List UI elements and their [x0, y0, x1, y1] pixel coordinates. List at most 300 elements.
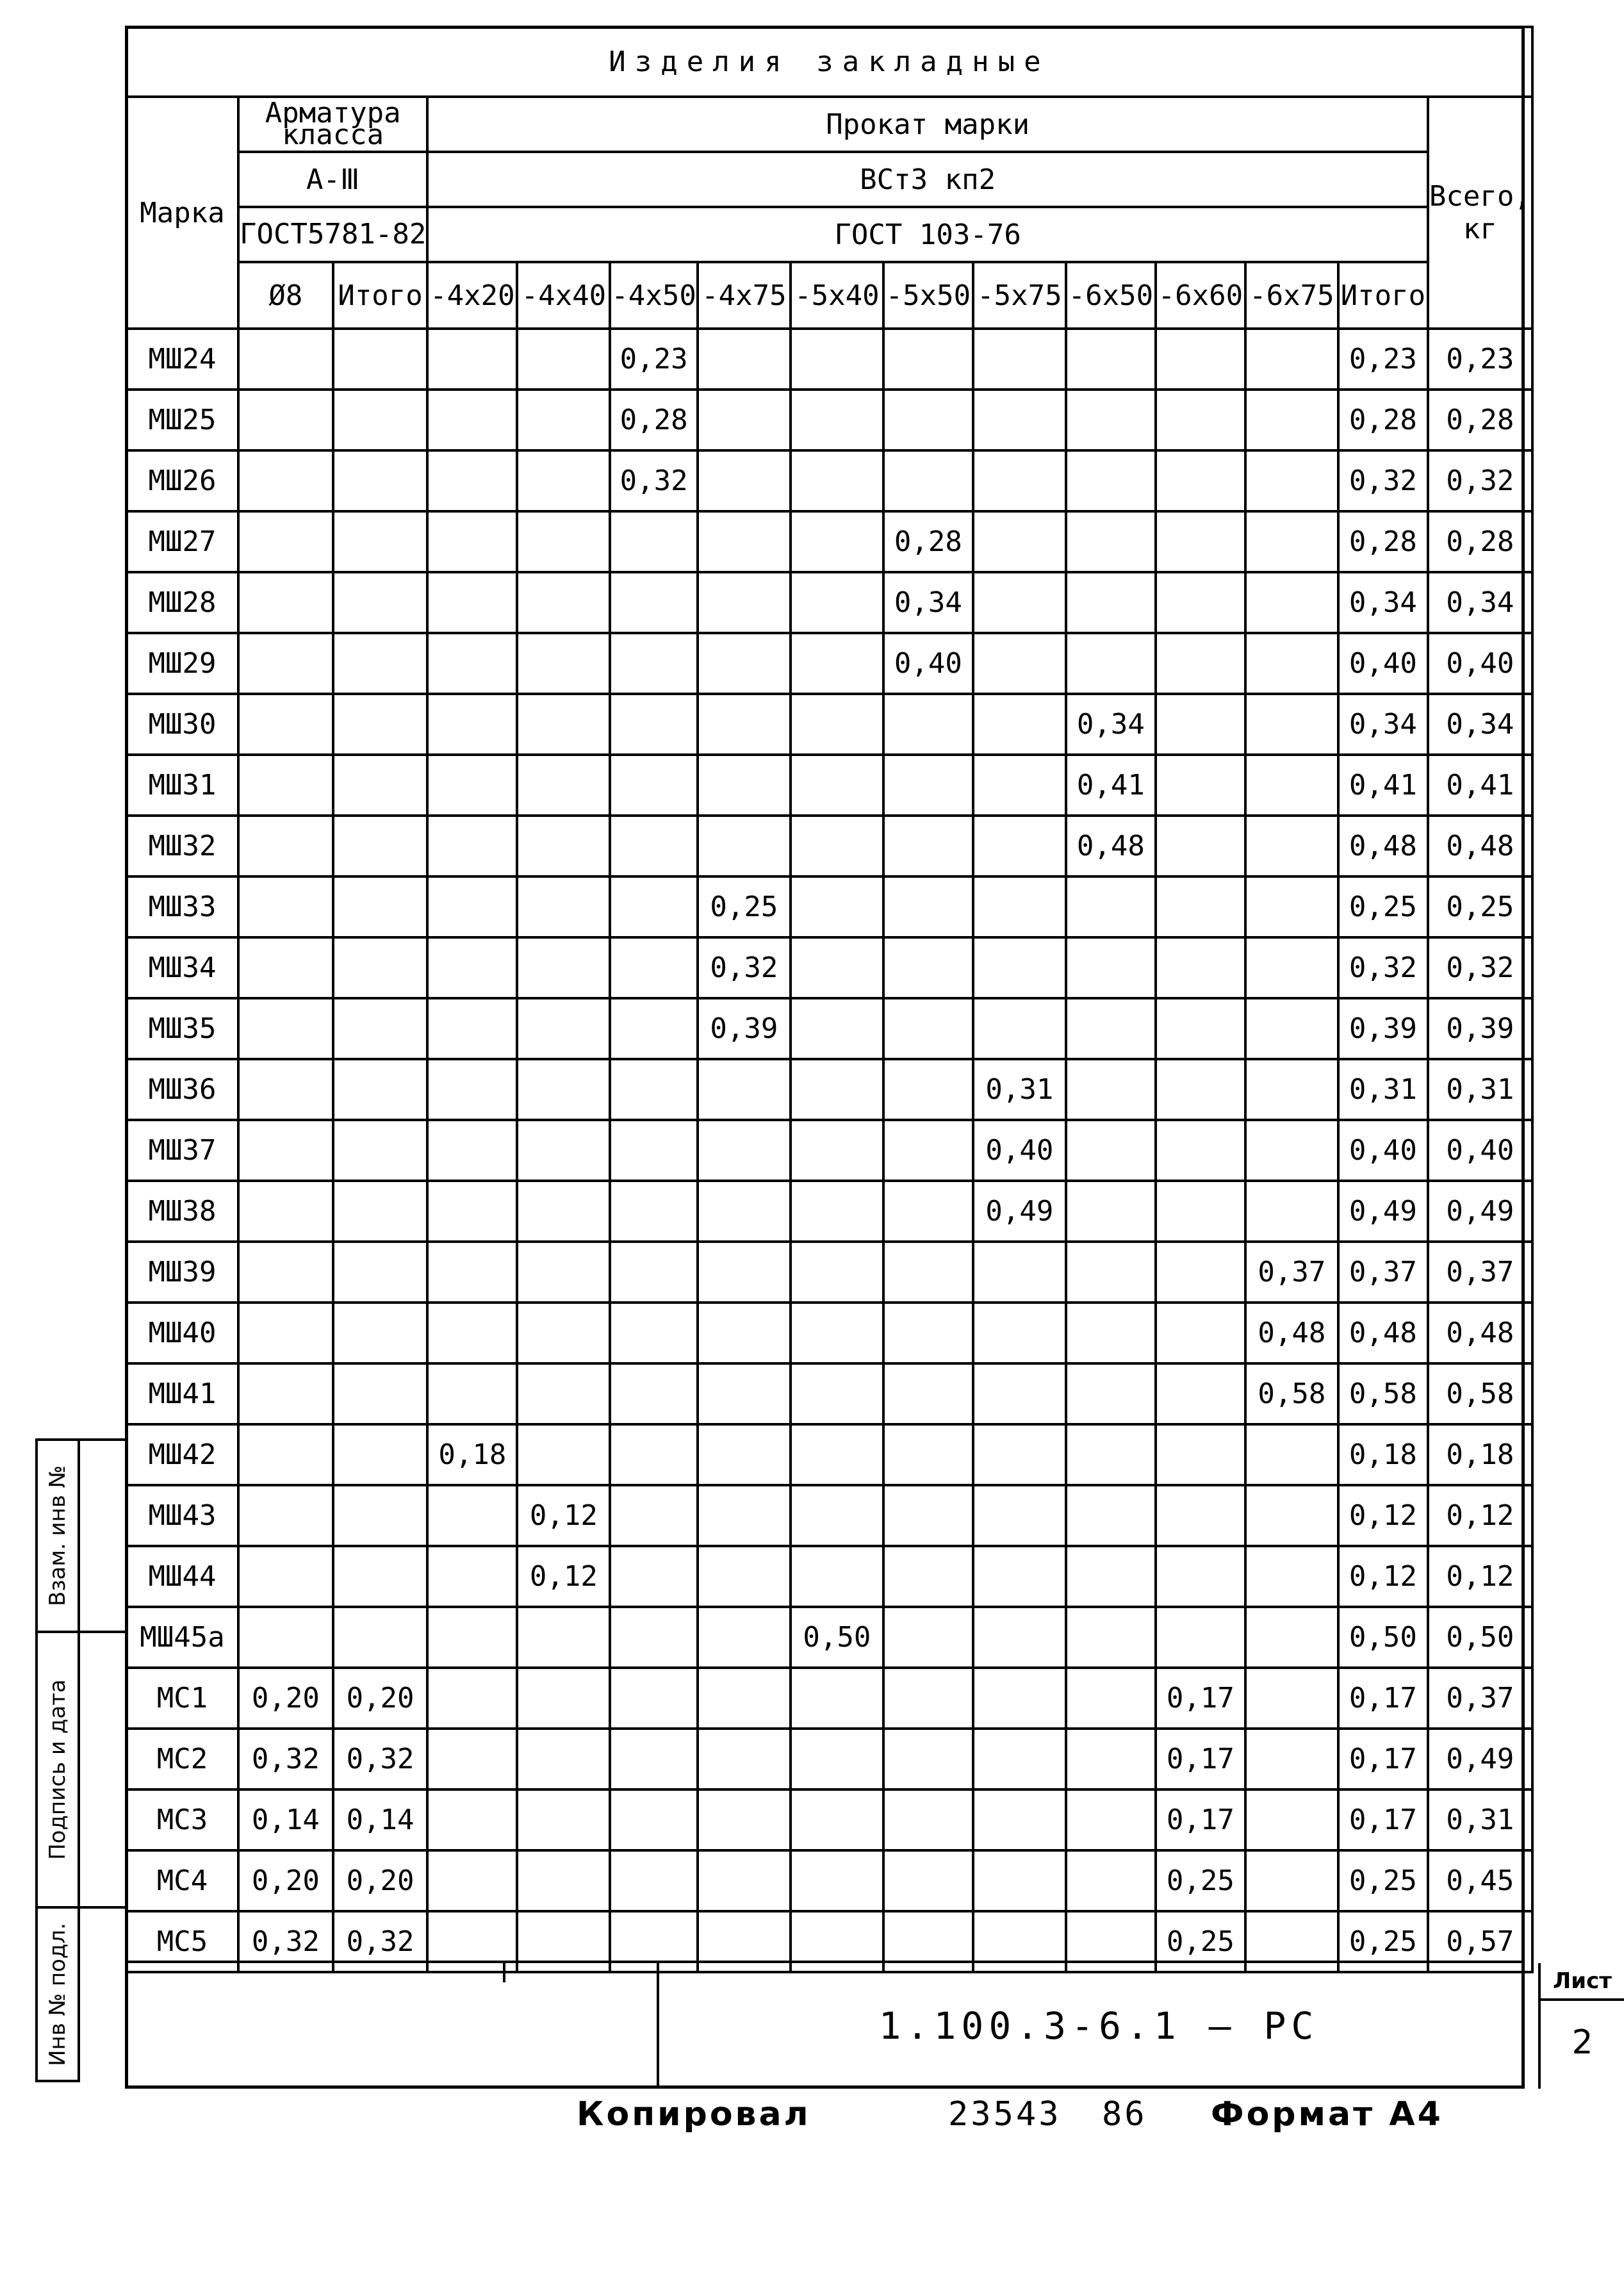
table-cell: 0,58 — [1245, 1363, 1338, 1424]
table-cell: 0,32 — [1338, 937, 1428, 998]
table-cell: 0,32 — [333, 1911, 428, 1972]
table-cell — [1066, 1120, 1156, 1181]
table-cell — [973, 450, 1066, 511]
row-mark: МШ42 — [126, 1424, 238, 1485]
table-cell — [1245, 998, 1338, 1059]
table-cell: 0,40 — [1338, 633, 1428, 694]
row-mark: МШ29 — [126, 633, 238, 694]
sheet-number: 2 — [1571, 2023, 1593, 2062]
table-cell — [238, 1363, 333, 1424]
table-cell: 0,37 — [1428, 1242, 1532, 1303]
table-cell — [791, 511, 883, 572]
table-cell — [427, 998, 517, 1059]
table-cell — [517, 998, 610, 1059]
table-cell — [517, 1242, 610, 1303]
column-header: Ø8 — [238, 262, 333, 329]
table-cell — [791, 755, 883, 816]
row-mark: МШ45а — [126, 1607, 238, 1668]
table-cell — [238, 1303, 333, 1363]
table-cell — [883, 876, 973, 937]
table-cell — [1156, 1363, 1245, 1424]
table-cell — [517, 694, 610, 755]
table-cell: 0,17 — [1338, 1729, 1428, 1789]
armature-header: Арматура класса — [238, 97, 427, 152]
table-cell: 0,34 — [1428, 572, 1532, 633]
side-stamp — [35, 1438, 80, 2082]
table-cell — [1066, 1242, 1156, 1303]
table-cell — [517, 937, 610, 998]
side-tick — [80, 1906, 125, 1909]
table-cell — [610, 633, 697, 694]
row-mark: МШ33 — [126, 876, 238, 937]
table-row — [126, 633, 1532, 694]
column-header: -4x75 — [698, 262, 791, 329]
table-cell: 0,23 — [1338, 329, 1428, 390]
column-header: -4x40 — [517, 262, 610, 329]
table-cell — [698, 755, 791, 816]
footer-order: 23543 — [948, 2095, 1062, 2134]
table-cell — [517, 1424, 610, 1485]
table-cell — [238, 998, 333, 1059]
table-cell — [698, 1850, 791, 1911]
table-cell — [698, 1789, 791, 1850]
table-cell — [1066, 572, 1156, 633]
table-cell — [1066, 1424, 1156, 1485]
table-cell — [698, 1729, 791, 1789]
table-cell — [883, 694, 973, 755]
table-cell — [1156, 998, 1245, 1059]
table-cell — [517, 1668, 610, 1729]
row-mark: МС1 — [126, 1668, 238, 1729]
rolled-grade: ВСт3 кп2 — [427, 152, 1427, 207]
table-row — [126, 1668, 1532, 1729]
document-code: 1.100.3-6.1 — РС — [657, 1963, 1541, 2089]
table-cell — [973, 511, 1066, 572]
row-mark: МШ31 — [126, 755, 238, 816]
table-cell — [333, 511, 428, 572]
table-cell — [333, 1485, 428, 1546]
table-cell: 0,41 — [1338, 755, 1428, 816]
table-cell — [698, 1363, 791, 1424]
table-cell: 0,48 — [1245, 1303, 1338, 1363]
table-cell: 0,25 — [1338, 1850, 1428, 1911]
table-cell — [698, 1059, 791, 1120]
table-cell — [883, 937, 973, 998]
table-cell — [1245, 1546, 1338, 1607]
table-cell: 0,50 — [1428, 1607, 1532, 1668]
table-cell — [517, 816, 610, 876]
table-cell — [427, 876, 517, 937]
table-cell — [698, 1424, 791, 1485]
table-cell — [1245, 633, 1338, 694]
table-cell: 0,37 — [1245, 1242, 1338, 1303]
table-cell: 0,41 — [1428, 755, 1532, 816]
sheet-label: Лист — [1541, 1963, 1624, 2001]
table-cell: 0,12 — [1428, 1485, 1532, 1546]
table-cell: 0,40 — [883, 633, 973, 694]
table-cell — [333, 876, 428, 937]
table-cell — [698, 572, 791, 633]
table-cell — [1066, 1485, 1156, 1546]
table-cell — [610, 1850, 697, 1911]
table-cell — [427, 1059, 517, 1120]
table-cell — [883, 1729, 973, 1789]
table-cell — [238, 329, 333, 390]
table-row — [126, 572, 1532, 633]
table-cell — [1245, 1668, 1338, 1729]
table-cell — [1245, 1181, 1338, 1242]
column-header: -6x60 — [1156, 262, 1245, 329]
column-header: -6x50 — [1066, 262, 1156, 329]
table-cell — [698, 1546, 791, 1607]
table-cell — [427, 1363, 517, 1424]
table-cell — [610, 1607, 697, 1668]
table-cell — [333, 1424, 428, 1485]
footer-year: 86 — [1102, 2095, 1147, 2134]
table-cell — [791, 1668, 883, 1729]
table-row — [126, 1424, 1532, 1485]
table-cell — [610, 511, 697, 572]
table-cell — [333, 998, 428, 1059]
table-cell — [1066, 1303, 1156, 1363]
column-header: -5x75 — [973, 262, 1066, 329]
table-cell — [1245, 1120, 1338, 1181]
table-row — [126, 1546, 1532, 1607]
column-header: -4x20 — [427, 262, 517, 329]
table-cell — [791, 1242, 883, 1303]
table-cell — [973, 1729, 1066, 1789]
table-cell — [238, 1485, 333, 1546]
column-header: Итого — [333, 262, 428, 329]
table-cell — [1156, 816, 1245, 876]
armature-class: А-Ⅲ — [238, 152, 427, 207]
table-cell — [427, 450, 517, 511]
table-cell — [610, 1668, 697, 1729]
table-row — [126, 1485, 1532, 1546]
table-cell — [1066, 1668, 1156, 1729]
table-cell — [610, 572, 697, 633]
table-cell: 0,34 — [1428, 694, 1532, 755]
title-block — [125, 1961, 1612, 2089]
table-row — [126, 1607, 1532, 1668]
table-cell — [883, 1668, 973, 1729]
table-cell — [791, 876, 883, 937]
table-row — [126, 1789, 1532, 1850]
table-cell — [883, 1485, 973, 1546]
table-cell — [698, 694, 791, 755]
table-row — [126, 450, 1532, 511]
table-cell: 0,34 — [1066, 694, 1156, 755]
table-cell — [1066, 1729, 1156, 1789]
column-header: -5x40 — [791, 262, 883, 329]
table-cell — [517, 572, 610, 633]
table-cell — [698, 816, 791, 876]
table-cell: 0,32 — [238, 1911, 333, 1972]
table-row — [126, 816, 1532, 876]
table-cell — [1156, 633, 1245, 694]
table-cell — [883, 1120, 973, 1181]
table-cell — [517, 1363, 610, 1424]
table-cell: 0,31 — [1428, 1059, 1532, 1120]
table-cell — [973, 1424, 1066, 1485]
column-header: Итого — [1338, 262, 1428, 329]
table-row — [126, 1850, 1532, 1911]
table-cell — [238, 1242, 333, 1303]
table-cell — [238, 694, 333, 755]
table-cell — [973, 755, 1066, 816]
table-cell — [1156, 1181, 1245, 1242]
row-mark: МШ40 — [126, 1303, 238, 1363]
table-cell: 0,41 — [1066, 755, 1156, 816]
table-cell — [791, 329, 883, 390]
table-cell — [791, 1546, 883, 1607]
table-cell — [1066, 937, 1156, 998]
table-cell — [1245, 816, 1338, 876]
table-cell: 0,34 — [1338, 572, 1428, 633]
table-cell — [973, 876, 1066, 937]
table-cell — [973, 816, 1066, 876]
table-cell — [883, 816, 973, 876]
row-mark: МШ41 — [126, 1363, 238, 1424]
table-cell — [973, 998, 1066, 1059]
table-cell — [610, 1485, 697, 1546]
table-cell — [610, 816, 697, 876]
table-cell: 0,25 — [1156, 1850, 1245, 1911]
table-cell: 0,40 — [1428, 1120, 1532, 1181]
table-cell — [973, 1242, 1066, 1303]
table-cell — [610, 998, 697, 1059]
table-cell — [791, 450, 883, 511]
table-cell — [1066, 1363, 1156, 1424]
table-cell: 0,32 — [1428, 450, 1532, 511]
table-cell — [238, 1546, 333, 1607]
table-cell: 0,40 — [1428, 633, 1532, 694]
table-cell — [1156, 329, 1245, 390]
table-cell — [698, 329, 791, 390]
table-cell — [1156, 1059, 1245, 1120]
table-cell — [1066, 390, 1156, 450]
table-cell — [517, 1607, 610, 1668]
table-cell: 0,37 — [1338, 1242, 1428, 1303]
table-cell: 0,20 — [333, 1668, 428, 1729]
table-cell: 0,14 — [238, 1789, 333, 1850]
table-cell: 0,48 — [1428, 1303, 1532, 1363]
table-cell: 0,40 — [1338, 1120, 1428, 1181]
table-cell: 0,28 — [1428, 390, 1532, 450]
table-cell — [610, 1242, 697, 1303]
table-cell — [238, 572, 333, 633]
table-cell — [883, 1181, 973, 1242]
table-cell — [427, 694, 517, 755]
table-row — [126, 694, 1532, 755]
table-cell — [610, 1303, 697, 1363]
table-cell — [333, 1607, 428, 1668]
rolled-header: Прокат марки — [427, 97, 1427, 152]
table-cell: 0,25 — [1338, 876, 1428, 937]
table-cell: 0,32 — [610, 450, 697, 511]
table-cell: 0,25 — [698, 876, 791, 937]
table-cell — [238, 1181, 333, 1242]
table-cell — [883, 998, 973, 1059]
table-cell — [610, 937, 697, 998]
table-title: Изделия закладные — [126, 27, 1532, 97]
table-cell — [791, 1729, 883, 1789]
column-header: -6x75 — [1245, 262, 1338, 329]
table-cell: 0,32 — [1428, 937, 1532, 998]
table-cell — [1066, 1850, 1156, 1911]
row-mark: МС5 — [126, 1911, 238, 1972]
table-cell — [238, 633, 333, 694]
row-mark: МШ30 — [126, 694, 238, 755]
table-cell — [517, 390, 610, 450]
sheet-box — [1541, 1963, 1624, 2089]
table-cell — [238, 876, 333, 937]
table-cell — [973, 1789, 1066, 1850]
table-cell — [698, 450, 791, 511]
table-cell — [1156, 694, 1245, 755]
table-cell — [427, 755, 517, 816]
table-cell: 0,50 — [791, 1607, 883, 1668]
table-cell: 0,50 — [1338, 1607, 1428, 1668]
table-cell — [517, 1789, 610, 1850]
table-cell: 0,48 — [1338, 816, 1428, 876]
table-row — [126, 511, 1532, 572]
table-cell — [333, 390, 428, 450]
table-cell — [333, 1120, 428, 1181]
table-cell — [791, 1303, 883, 1363]
table-cell: 0,48 — [1066, 816, 1156, 876]
table-cell — [333, 1242, 428, 1303]
table-cell: 0,20 — [238, 1668, 333, 1729]
table-row — [126, 1181, 1532, 1242]
table-cell — [883, 1059, 973, 1120]
table-cell — [1245, 937, 1338, 998]
table-cell — [238, 1059, 333, 1120]
table-cell — [1066, 1181, 1156, 1242]
table-cell — [973, 1303, 1066, 1363]
side-inv-orig: Инв № подл. — [45, 1922, 71, 2066]
table-cell — [333, 329, 428, 390]
table-cell: 0,28 — [883, 511, 973, 572]
table-cell: 0,58 — [1428, 1363, 1532, 1424]
row-mark: МШ28 — [126, 572, 238, 633]
row-mark: МШ38 — [126, 1181, 238, 1242]
table-cell: 0,25 — [1156, 1911, 1245, 1972]
table-cell — [791, 1059, 883, 1120]
table-cell: 0,20 — [238, 1850, 333, 1911]
table-cell — [1066, 1546, 1156, 1607]
table-cell — [883, 390, 973, 450]
table-cell — [610, 755, 697, 816]
table-cell — [517, 1120, 610, 1181]
table-cell — [610, 694, 697, 755]
row-mark: МШ37 — [126, 1120, 238, 1181]
table-cell — [698, 633, 791, 694]
table-cell — [333, 450, 428, 511]
table-cell — [427, 633, 517, 694]
table-cell — [427, 1789, 517, 1850]
table-cell — [973, 1363, 1066, 1424]
table-cell — [238, 937, 333, 998]
table-cell — [427, 1850, 517, 1911]
table-cell — [427, 1668, 517, 1729]
table-cell — [791, 998, 883, 1059]
table-cell — [610, 1424, 697, 1485]
table-cell — [883, 755, 973, 816]
row-mark: МШ25 — [126, 390, 238, 450]
table-cell: 0,17 — [1156, 1668, 1245, 1729]
table-cell — [610, 876, 697, 937]
row-mark: МШ32 — [126, 816, 238, 876]
table-cell: 0,39 — [698, 998, 791, 1059]
table-cell — [698, 1485, 791, 1546]
table-cell: 0,49 — [1428, 1729, 1532, 1789]
table-cell: 0,18 — [427, 1424, 517, 1485]
table-cell — [238, 390, 333, 450]
table-cell — [427, 1485, 517, 1546]
table-cell — [1245, 329, 1338, 390]
table-cell: 0,32 — [238, 1729, 333, 1789]
table-cell: 0,12 — [517, 1546, 610, 1607]
table-cell — [1066, 450, 1156, 511]
side-sign-date: Подпись и дата — [38, 1633, 78, 1909]
armature-gost: ГОСТ5781-82 — [238, 207, 427, 262]
table-cell — [517, 511, 610, 572]
table-cell — [1245, 450, 1338, 511]
table-row — [126, 755, 1532, 816]
table-cell — [698, 511, 791, 572]
row-mark: МШ24 — [126, 329, 238, 390]
table-cell — [517, 1729, 610, 1789]
table-cell — [698, 1242, 791, 1303]
table-cell: 0,23 — [1428, 329, 1532, 390]
mark-header: Марка — [126, 97, 238, 329]
table-cell — [1066, 876, 1156, 937]
table-cell — [333, 694, 428, 755]
table-cell — [1066, 998, 1156, 1059]
table-row — [126, 1363, 1532, 1424]
table-cell — [427, 1729, 517, 1789]
table-cell — [791, 572, 883, 633]
table-cell — [238, 511, 333, 572]
table-row — [126, 329, 1532, 390]
table-cell — [333, 816, 428, 876]
table-cell — [610, 1059, 697, 1120]
rolled-gost: ГОСТ 103-76 — [427, 207, 1427, 262]
table-cell — [973, 1607, 1066, 1668]
table-cell — [333, 572, 428, 633]
table-cell: 0,45 — [1428, 1850, 1532, 1911]
table-cell — [238, 450, 333, 511]
table-cell: 0,17 — [1156, 1789, 1245, 1850]
table-cell — [1066, 1607, 1156, 1668]
stamp-divider — [503, 1963, 505, 1982]
table-cell — [1156, 1546, 1245, 1607]
table-cell — [791, 1363, 883, 1424]
column-header: -5x50 — [883, 262, 973, 329]
table-cell — [1156, 511, 1245, 572]
table-cell — [1156, 755, 1245, 816]
table-row — [126, 937, 1532, 998]
total-kg-header: Всего, кг — [1428, 97, 1532, 329]
table-cell: 0,31 — [1338, 1059, 1428, 1120]
table-cell: 0,32 — [333, 1729, 428, 1789]
table-cell — [1245, 755, 1338, 816]
table-cell — [333, 937, 428, 998]
table-cell — [238, 1607, 333, 1668]
table-cell: 0,12 — [1428, 1546, 1532, 1607]
table-cell — [1245, 876, 1338, 937]
